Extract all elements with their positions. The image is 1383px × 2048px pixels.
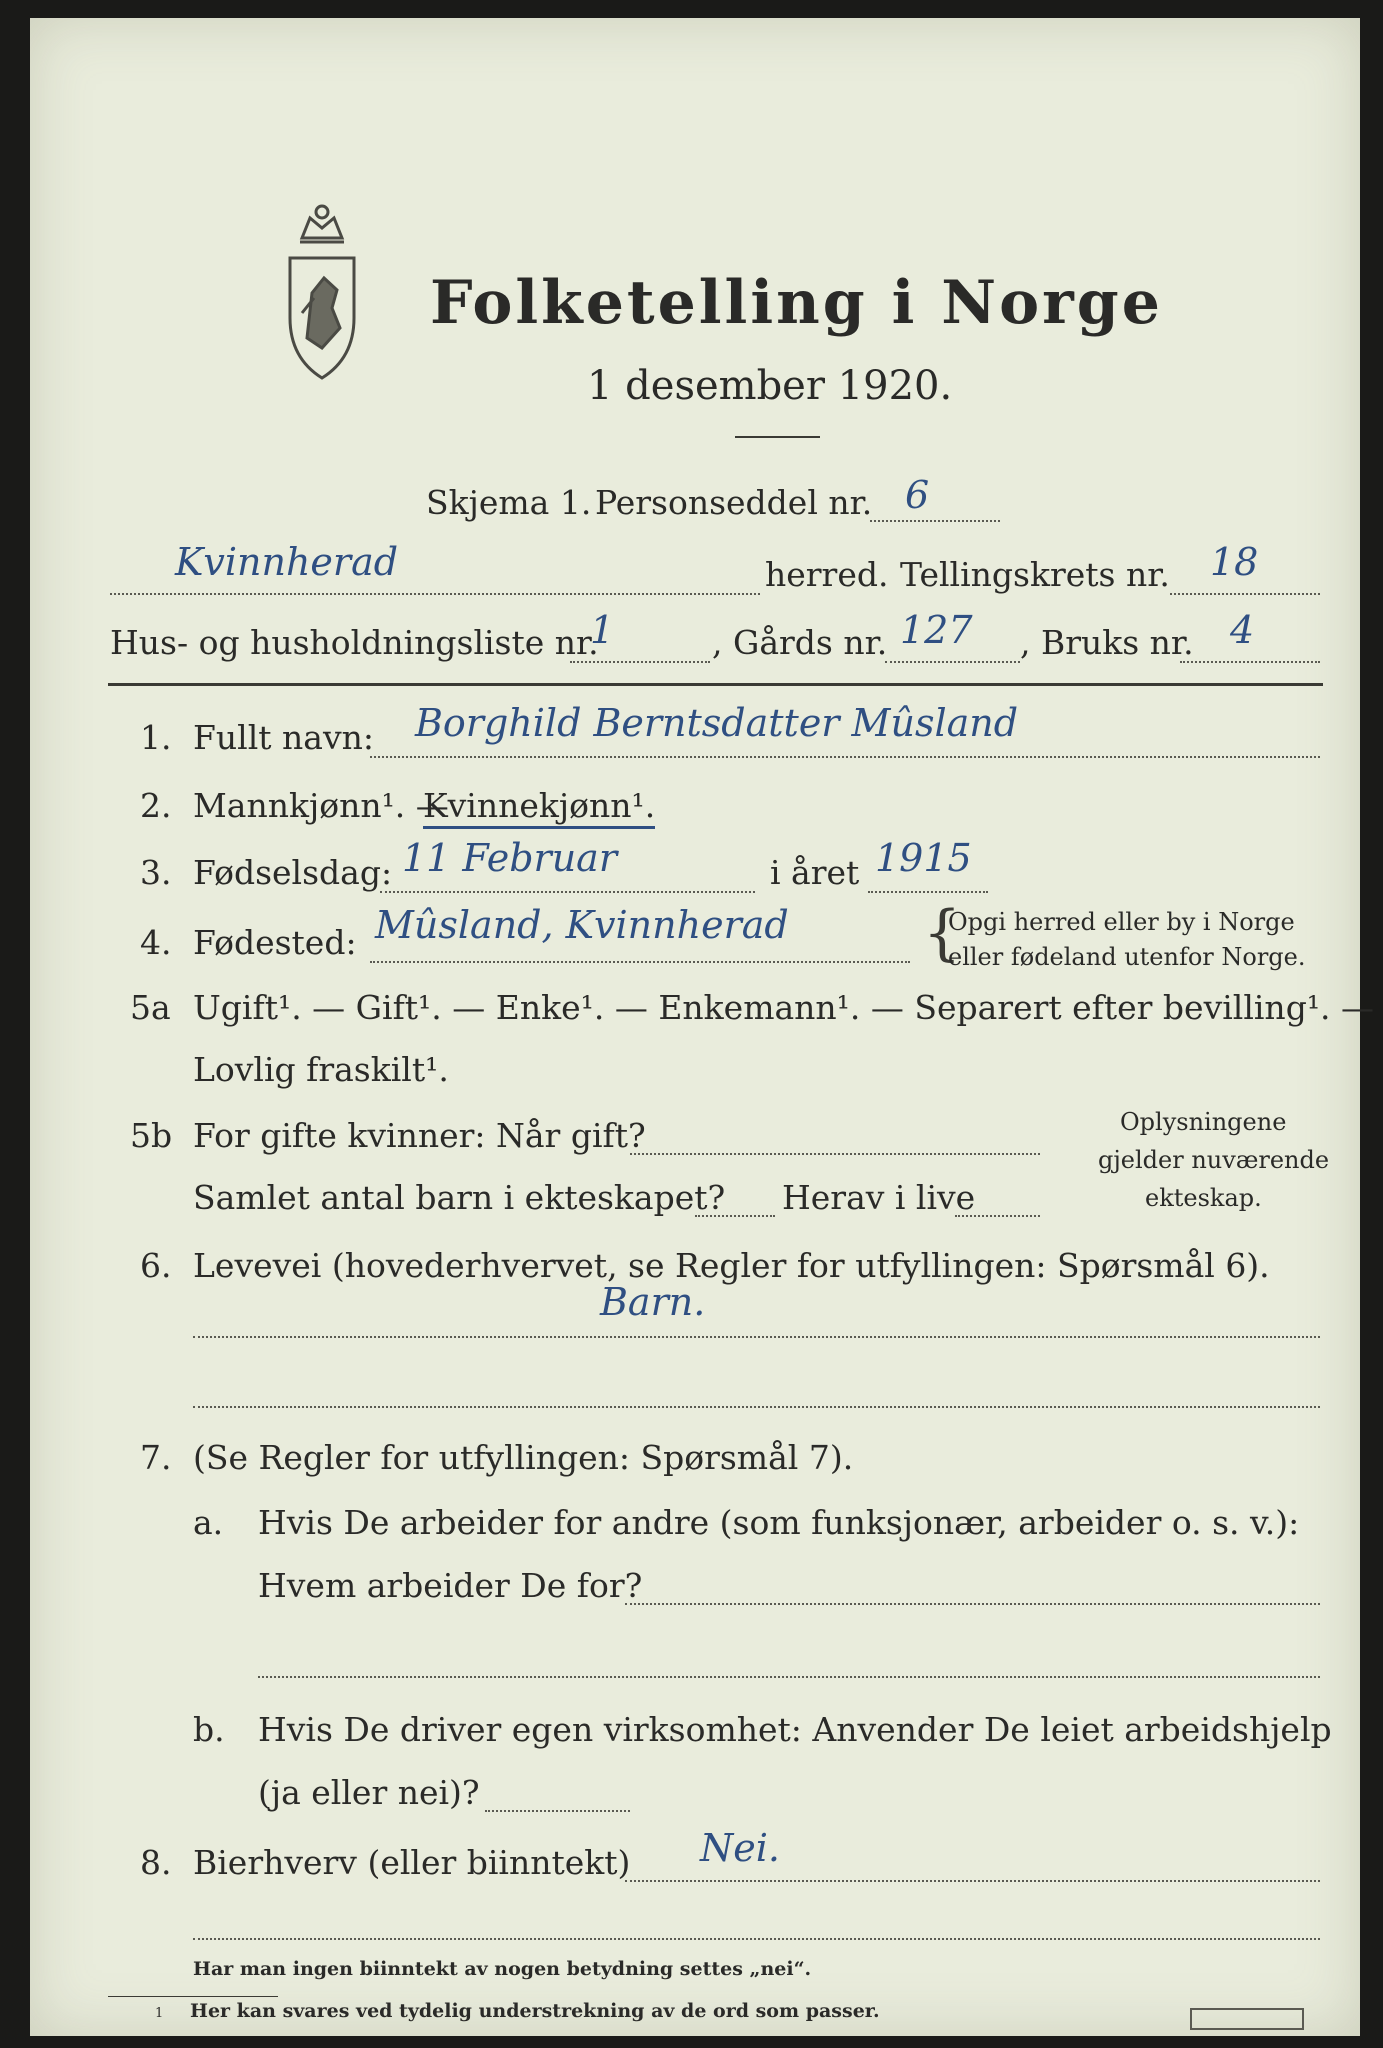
- footnote-text: Her kan svares ved tydelig understrekning av de ord som passer.: [190, 2000, 880, 2022]
- printer-stamp: [1190, 2008, 1304, 2030]
- gards-label: , Gårds nr.: [712, 623, 888, 662]
- footnote-mark: 1: [155, 2006, 164, 2021]
- q5b-number: 5b: [130, 1116, 173, 1155]
- q1-number: 1.: [140, 718, 172, 757]
- q5a-line1: Ugift¹. — Gift¹. — Enke¹. — Enkemann¹. — Separert efter bevilling¹. —: [193, 988, 1375, 1027]
- bruks-number: 4: [1230, 608, 1255, 652]
- q8-label: Bierhverv (eller biinntekt): [193, 1843, 631, 1882]
- form-title: Folketelling i Norge: [430, 268, 1163, 338]
- q2-male: Mannkjønn¹. —: [193, 786, 449, 825]
- header-rule: [108, 683, 1323, 686]
- q7b-line1: Hvis De driver egen virksomhet: Anvender De leiet arbeidshjelp: [258, 1710, 1332, 1749]
- q1-label: Fullt navn:: [193, 718, 374, 757]
- q5a-number: 5a: [130, 988, 171, 1027]
- husliste-number: 1: [590, 608, 615, 652]
- q3-number: 3.: [140, 853, 172, 892]
- herred-value: Kvinnherad: [175, 540, 399, 584]
- gards-number: 127: [900, 608, 973, 652]
- q8-number: 8.: [140, 1843, 172, 1882]
- q6-number: 6.: [140, 1246, 172, 1285]
- q5b-alive-label: Herav i live: [782, 1178, 976, 1217]
- q7-number: 7.: [140, 1438, 172, 1477]
- census-date: 1 desember 1920.: [587, 363, 953, 409]
- q5b-children-label: Samlet antal barn i ekteskapet?: [193, 1178, 726, 1217]
- personseddel-number: 6: [905, 473, 930, 517]
- q7b-line2: (ja eller nei)?: [258, 1773, 480, 1812]
- q3-label: Fødselsdag:: [193, 853, 393, 892]
- birthday-value: 11 Februar: [402, 836, 617, 880]
- q4-note-line1: Opgi herred eller by i Norge: [948, 908, 1295, 936]
- schema-label: Skjema 1.: [426, 483, 592, 522]
- q7b-number: b.: [193, 1710, 225, 1749]
- q4-note-line2: eller fødeland utenfor Norge.: [948, 943, 1306, 971]
- tellingskrets-label: Tellingskrets nr.: [900, 555, 1170, 594]
- q5b-note-line2: gjelder nuværende: [1098, 1146, 1330, 1174]
- personseddel-label: Personseddel nr.: [595, 483, 873, 522]
- full-name-value: Borghild Berntsdatter Mûsland: [415, 701, 1019, 745]
- title-rule: [735, 436, 820, 438]
- q2-number: 2.: [140, 786, 172, 825]
- birthplace-value: Mûsland, Kvinnherad: [375, 903, 789, 947]
- q7a-number: a.: [193, 1503, 224, 1542]
- tellingskrets-number: 18: [1210, 540, 1259, 584]
- q3-year-label: i året: [770, 853, 860, 892]
- q7-label: (Se Regler for utfyllingen: Spørsmål 7).: [193, 1438, 854, 1477]
- q2-female-underlined: Kvinnekjønn¹.: [423, 786, 655, 829]
- q4-number: 4.: [140, 923, 172, 962]
- q4-label: Fødested:: [193, 923, 357, 962]
- birth-year-value: 1915: [875, 836, 972, 880]
- q5a-line2: Lovlig fraskilt¹.: [193, 1050, 449, 1089]
- norway-coat-of-arms-icon: [262, 198, 382, 388]
- occupation-value: Barn.: [600, 1280, 706, 1324]
- census-form: Folketelling i Norge 1 desember 1920. Skjema 1. Personseddel nr. 6 Kvinnherad herred. Tellingskrets nr. 18 Hus- og husholdningsliste nr. 1 , Gårds nr. 127 , Bruks nr. 4 1. Fullt navn: Borghild Berntsdatter Mûsland 2. Mannkjønn¹. — Kvinnekjønn¹. 3. Fødselsdag: 11 Februar i året 1915 4. Fødested: Mûsland, Kvinnherad { Opgi herred eller by i Norge eller fødeland utenfor Norge. 5a Ugift¹. — Gift¹. — Enke¹. — Enkemann¹. — Separert efter bevilling¹. — Lovlig fraskilt¹. 5b For gifte kvinner: Når gift? Samlet antal barn i ekteskapet? Herav i live Oplysningene gjelder nuværende ekteskap. 6. Levevei (hovederhvervet, se Regler for utfyllingen: Spørsmål 6). Barn. 7. (Se Regler for utfyllingen: Spørsmål 7). a. Hvis De arbeider for andre (som funksjonær, arbeider o. s. v.): Hvem arbeider De for? b. Hvis De driver egen virksomhet: Anvender De leiet arbeidshjelp (ja eller nei)? 8. Bierhverv (eller biinntekt) Nei. Har man ingen biinntekt av nogen betydning settes „nei“. 1 Her kan svares ved tydelig understrekning av de ord som passer.: [30, 18, 1360, 2036]
- q5b-line1: For gifte kvinner: Når gift?: [193, 1116, 646, 1155]
- q7a-line2: Hvem arbeider De for?: [258, 1566, 643, 1605]
- footer-note: Har man ingen biinntekt av nogen betydning settes „nei“.: [193, 1958, 812, 1980]
- q5b-note-line1: Oplysningene: [1120, 1108, 1287, 1136]
- herred-label: herred.: [765, 555, 889, 594]
- q7a-line1: Hvis De arbeider for andre (som funksjonær, arbeider o. s. v.):: [258, 1503, 1300, 1542]
- side-income-value: Nei.: [700, 1826, 780, 1870]
- q5b-note-line3: ekteskap.: [1145, 1184, 1262, 1212]
- bruks-label: , Bruks nr.: [1020, 623, 1194, 662]
- husliste-label: Hus- og husholdningsliste nr.: [110, 623, 599, 662]
- q6-label: Levevei (hovederhvervet, se Regler for utfyllingen: Spørsmål 6).: [193, 1246, 1270, 1285]
